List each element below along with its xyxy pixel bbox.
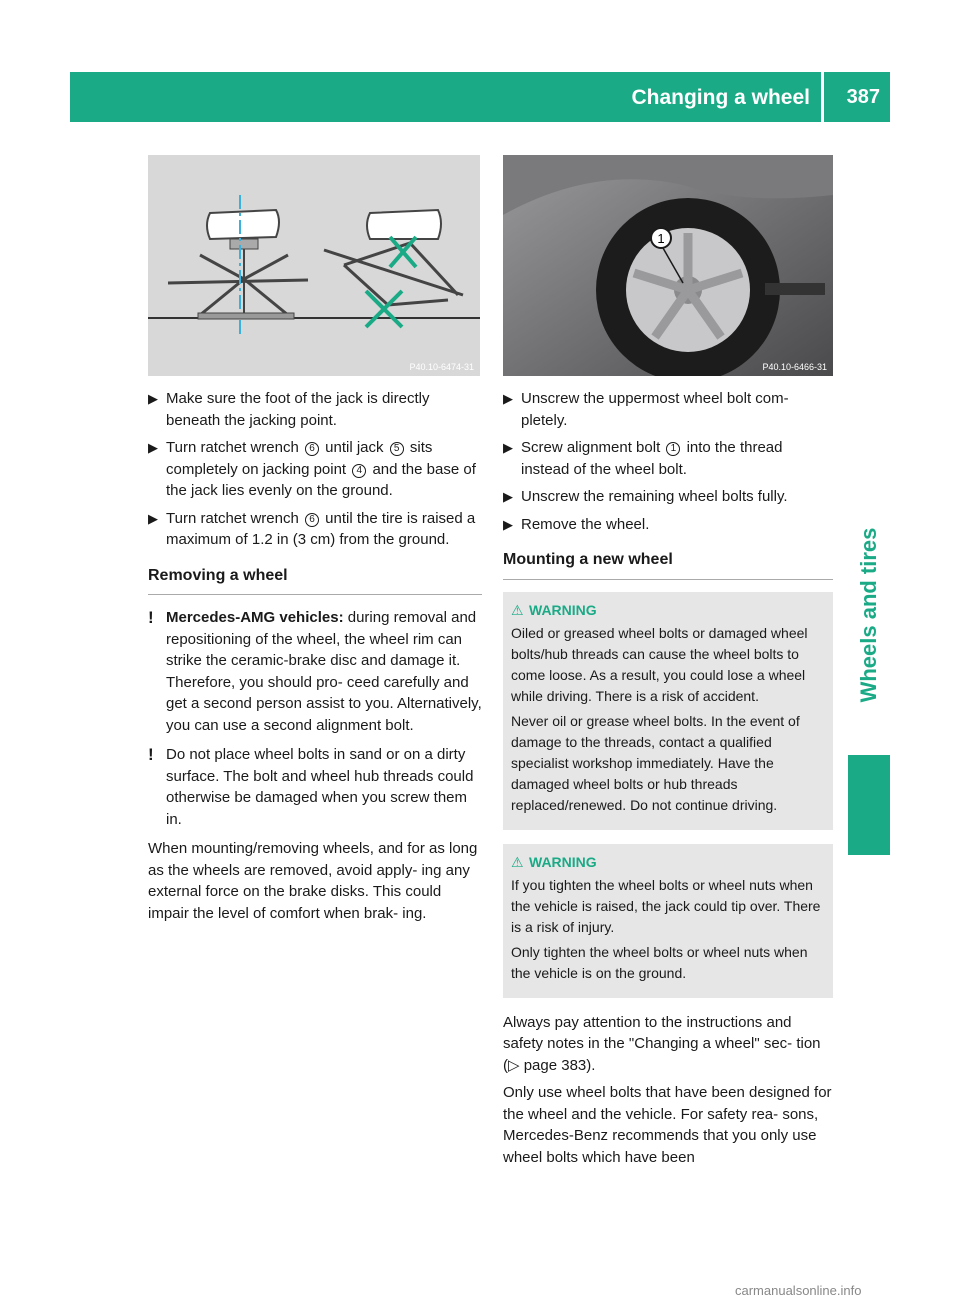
instruction-step: ▶ Screw alignment bolt 1 into the thread instead of the wheel bolt. [503,439,783,478]
step-arrow-icon: ▶ [503,516,513,532]
step-arrow-icon: ▶ [148,510,158,526]
instruction-step: ▶ Unscrew the uppermost wheel bolt com- pletely. [503,390,789,429]
page-header [70,72,890,122]
body-paragraph: Always pay attention to the instructions and safety notes in the "Changing a wheel" sec- tion (▷ page 383). [503,1013,821,1074]
body-paragraph: Only use wheel bolts that have been designed for the wheel and the vehicle. For safety rea- sons, Mercedes-Benz recommends that you only use wheel bolts which have been [503,1084,832,1166]
step-arrow-icon: ▶ [148,391,158,406]
wheel-photo [503,155,833,376]
right-column [503,388,833,1174]
warning-box [503,844,833,998]
warning-text: Only tighten the wheel bolts or wheel nuts when the vehicle is on the ground. [511,943,808,981]
callout-number: 5 [390,442,404,456]
instruction-step: ▶ Turn ratchet wrench 6 until jack 5 sits completely on jacking point 4 and the base of the jack lies evenly on the ground. [148,439,476,499]
warning-text: Never oil or grease wheel bolts. In the event of damage to the threads, contact a qualified specialist workshop immediately. Have the damaged wheel bolts or hub threads replaced/renewed. Do not continue driving. [511,712,800,813]
section-heading: Mounting a new wheel [503,549,833,580]
instruction-step: ▶ Make sure the foot of the jack is directly beneath the jacking point. [148,390,430,429]
step-arrow-icon: ▶ [503,489,513,504]
warning-triangle-icon: ⚠ [511,853,524,870]
warning-title: WARNING [529,601,597,618]
warning-title: WARNING [529,853,597,870]
instruction-step: ▶ Remove the wheel. [503,514,833,536]
alignment-bolt-callout: 1 [657,231,665,246]
warning-box [503,592,833,830]
step-arrow-icon: ▶ [148,440,158,455]
caution-icon: ! [148,608,154,627]
caution-note: ! Do not place wheel bolts in sand or on a dirty surface. The bolt and wheel hub threads could otherwise be damaged when you screw them in. [148,745,474,828]
page-number: 387 [846,86,880,108]
callout-number: 6 [305,442,319,456]
figure-code: P40.10-6474-31 [409,362,474,372]
step-arrow-icon: ▶ [503,391,513,406]
warning-text: If you tighten the wheel bolts or wheel nuts when the vehicle is raised, the jack could tip over. There is a risk of injury. [511,876,821,935]
callout-number: 1 [666,442,680,456]
instruction-step: ▶ Unscrew the remaining wheel bolts fully. [503,486,833,508]
wheel-photo-svg [503,155,833,376]
chapter-title: Changing a wheel [631,86,810,109]
figure-code: P40.10-6466-31 [762,362,827,372]
caution-icon: ! [148,745,154,764]
jack-illustration [148,155,480,376]
caution-note: ! Mercedes-AMG vehicles: during removal and repositioning of the wheel, the wheel rim can strike the ceramic-brake disc and damage it. Therefore, you should pro- ceed carefully and get a second person assist to you. Alternatively, you can use a second alignment bolt. [148,608,482,734]
watermark: carmanualsonline.info [735,1283,862,1298]
header-divider [821,72,824,122]
callout-number: 6 [305,513,319,527]
jack-diagram-svg [148,155,480,376]
warning-triangle-icon: ⚠ [511,601,524,618]
section-side-tab [848,527,890,703]
body-paragraph: When mounting/removing wheels, and for as long as the wheels are removed, avoid apply- ing any external force on the brake disks. This could impair the level of comfort when brak- ing. [148,840,478,922]
left-column [148,388,482,930]
instruction-step: ▶ Turn ratchet wrench 6 until the tire is raised a maximum of 1.2 in (3 cm) from the ground. [148,509,476,548]
section-heading: Removing a wheel [148,565,482,596]
warning-text: Oiled or greased wheel bolts or damaged wheel bolts/hub threads can cause the wheel bolts to come loose. As a result, you could lose a wheel while driving. There is a risk of accident. [511,624,808,704]
callout-number: 4 [352,464,366,478]
step-arrow-icon: ▶ [503,440,513,455]
side-tab-label: Wheels and tires [856,527,881,703]
side-tab-marker [848,755,890,855]
